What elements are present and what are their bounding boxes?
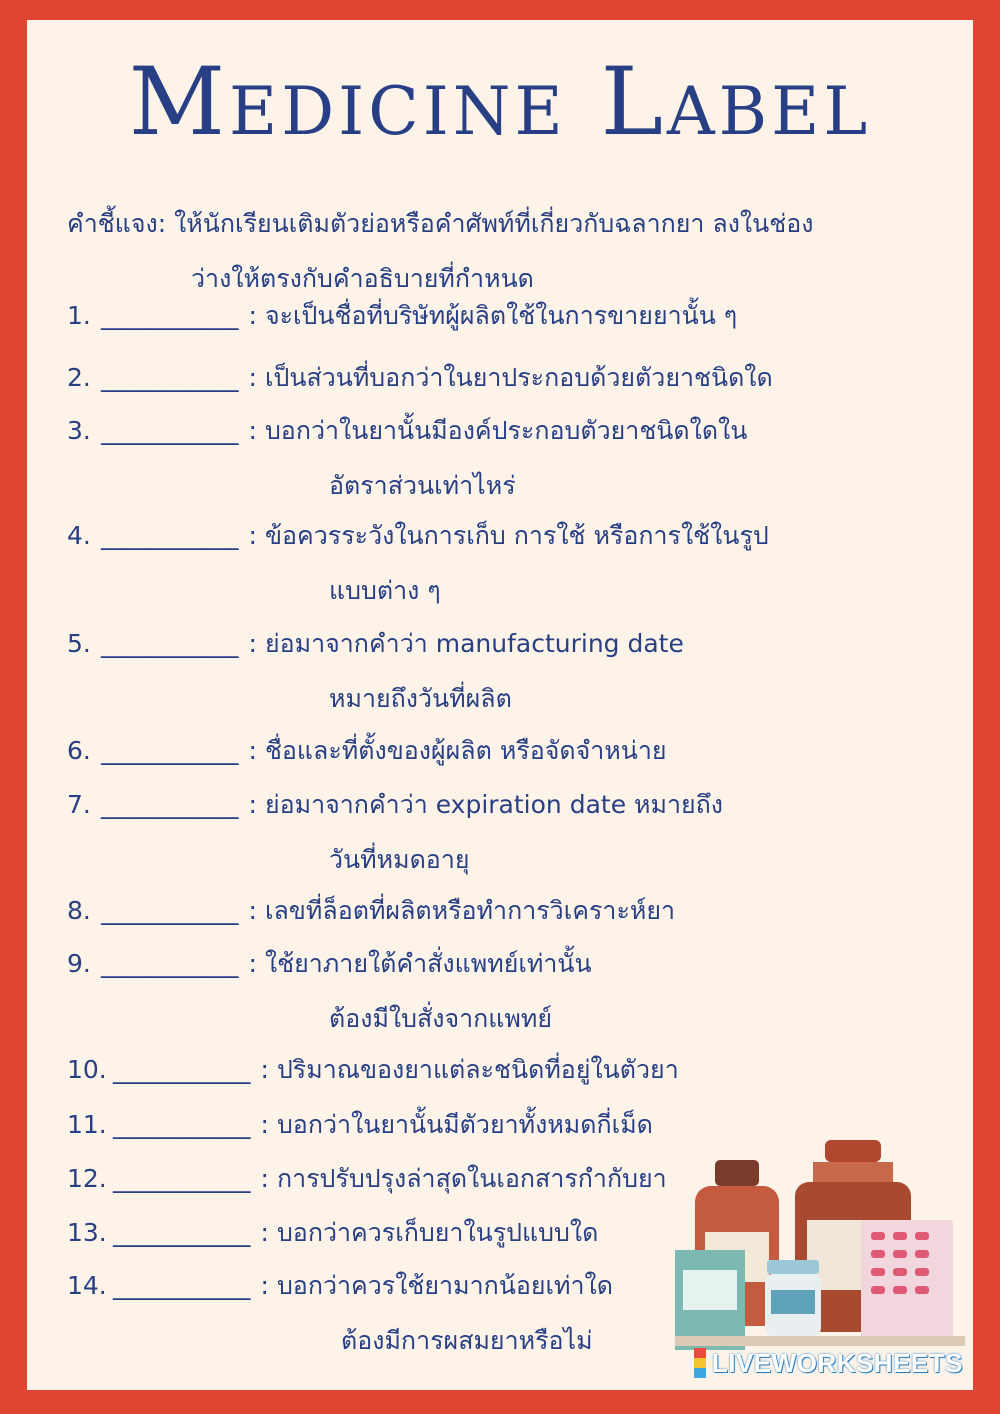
question-item [67, 508, 967, 618]
question-number: 2. [67, 363, 91, 392]
answer-blank[interactable]: ___________ [113, 1218, 251, 1247]
separator-colon: : [260, 1110, 269, 1139]
separator-colon: : [248, 521, 257, 550]
question-description: ชื่อและที่ตั้งของผู้ผลิต หรือจัดจำหน่าย [264, 736, 667, 765]
question-description-continued: ต้องมีใบสั่งจากแพทย์ [329, 1004, 553, 1033]
question-number: 13. [67, 1218, 107, 1247]
separator-colon: : [260, 1055, 269, 1084]
question-description-continued: แบบต่าง ๆ [329, 576, 441, 605]
question-number: 8. [67, 896, 91, 925]
separator-colon: : [248, 416, 257, 445]
question-description: จะเป็นชื่อที่บริษัทผู้ผลิตใช้ในการขายยานั้น ๆ [264, 301, 738, 330]
answer-blank[interactable]: ___________ [101, 416, 239, 445]
question-number: 6. [67, 736, 91, 765]
separator-colon: : [260, 1271, 269, 1300]
worksheet [27, 20, 973, 1390]
question-number: 14. [67, 1271, 107, 1300]
question-description: เลขที่ล็อตที่ผลิตหรือทำการวิเคราะห์ยา [264, 896, 676, 925]
question-description-continued: ต้องมีการผสมยาหรือไม่ [341, 1326, 593, 1355]
question-number: 9. [67, 949, 91, 978]
question-number: 3. [67, 416, 91, 445]
question-item [67, 616, 967, 726]
question-item [67, 1042, 967, 1097]
separator-colon: : [248, 301, 257, 330]
answer-blank[interactable]: ___________ [101, 629, 239, 658]
question-description: ใช้ยาภายใต้คำสั่งแพทย์เท่านั้น [264, 949, 592, 978]
question-description: ปริมาณของยาแต่ละชนิดที่อยู่ในตัวยา [276, 1055, 679, 1084]
medicine-bottles-illustration [675, 1140, 965, 1360]
page-title: Medicine Label [128, 48, 872, 157]
question-number: 12. [67, 1164, 107, 1193]
question-description: เป็นส่วนที่บอกว่าในยาประกอบด้วยตัวยาชนิดใด [264, 363, 773, 392]
answer-blank[interactable]: ___________ [113, 1110, 251, 1139]
answer-blank[interactable]: ___________ [113, 1055, 251, 1084]
question-number: 5. [67, 629, 91, 658]
question-item [67, 936, 967, 1046]
separator-colon: : [248, 949, 257, 978]
liveworksheets-logo [694, 1346, 963, 1380]
instructions-line-1: คำชี้แจง: ให้นักเรียนเติมตัวย่อหรือคำศัพท์ที่เกี่ยวกับฉลากยา ลงในช่อง [67, 209, 814, 238]
answer-blank[interactable]: ___________ [101, 896, 239, 925]
question-number: 10. [67, 1055, 107, 1084]
question-item [67, 288, 967, 343]
question-description-continued: วันที่หมดอายุ [329, 845, 470, 874]
answer-blank[interactable]: ___________ [113, 1271, 251, 1300]
answer-blank[interactable]: ___________ [101, 521, 239, 550]
logo-text: LIVEWORKSHEETS [711, 1347, 963, 1378]
logo-mark-icon [694, 1348, 706, 1378]
question-item [67, 723, 967, 778]
answer-blank[interactable]: ___________ [101, 736, 239, 765]
separator-colon: : [248, 363, 257, 392]
question-number: 11. [67, 1110, 107, 1139]
instructions-line-2: ว่างให้ตรงกับคำอธิบายที่กำหนด [191, 264, 534, 293]
question-description: ย่อมาจากคำว่า expiration date หมายถึง [264, 790, 724, 819]
question-item [67, 883, 967, 938]
question-description: บอกว่าในยานั้นมีองค์ประกอบตัวยาชนิดใดใน [264, 416, 748, 445]
question-number: 1. [67, 301, 91, 330]
answer-blank[interactable]: ___________ [101, 301, 239, 330]
answer-blank[interactable]: ___________ [101, 790, 239, 819]
question-item [67, 350, 967, 405]
question-description-continued: อัตราส่วนเท่าไหร่ [329, 471, 516, 500]
answer-blank[interactable]: ___________ [113, 1164, 251, 1193]
question-number: 4. [67, 521, 91, 550]
separator-colon: : [248, 629, 257, 658]
question-description: ย่อมาจากคำว่า manufacturing date [264, 629, 684, 658]
question-description-continued: หมายถึงวันที่ผลิต [329, 684, 512, 713]
separator-colon: : [248, 736, 257, 765]
separator-colon: : [260, 1164, 269, 1193]
question-number: 7. [67, 790, 91, 819]
answer-blank[interactable]: ___________ [101, 363, 239, 392]
question-description: ข้อควรระวังในการเก็บ การใช้ หรือการใช้ในรูป [264, 521, 769, 550]
question-item [67, 403, 967, 513]
question-description: บอกว่าควรเก็บยาในรูปแบบใด [276, 1218, 599, 1247]
answer-blank[interactable]: ___________ [101, 949, 239, 978]
separator-colon: : [248, 790, 257, 819]
separator-colon: : [248, 896, 257, 925]
question-item [67, 777, 967, 887]
separator-colon: : [260, 1218, 269, 1247]
question-description: การปรับปรุงล่าสุดในเอกสารกำกับยา [276, 1164, 667, 1193]
question-description: บอกว่าในยานั้นมีตัวยาทั้งหมดกี่เม็ด [276, 1110, 653, 1139]
question-description: บอกว่าควรใช้ยามากน้อยเท่าใด [276, 1271, 613, 1300]
